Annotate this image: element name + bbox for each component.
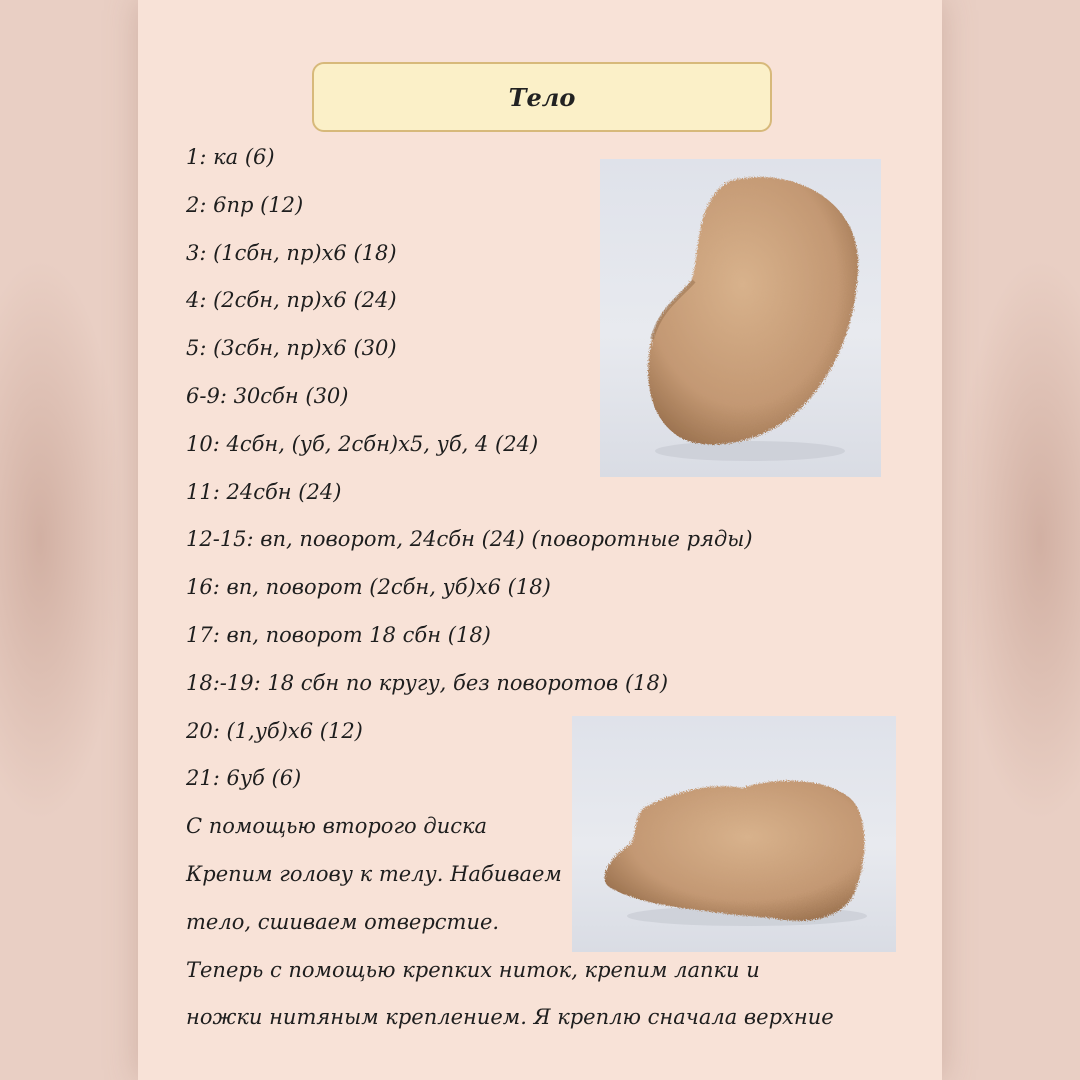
pattern-row: 18:-19: 18 сбн по кругу, без поворотов (18) <box>186 670 669 695</box>
pattern-row: 4: (2сбн, пр)х6 (24) <box>186 288 397 313</box>
body-photo-lying <box>572 716 896 952</box>
pattern-row: 21: 6уб (6) <box>186 766 302 791</box>
pattern-row: 3: (1сбн, пр)х6 (18) <box>186 240 397 265</box>
pattern-row: 5: (3сбн, пр)х6 (30) <box>186 336 397 361</box>
pattern-row: 6-9: 30сбн (30) <box>186 383 349 408</box>
pattern-row: 2: 6пр (12) <box>186 192 304 217</box>
pattern-row: 11: 24сбн (24) <box>186 479 342 504</box>
instruction-line: Крепим голову к телу. Набиваем <box>186 861 562 886</box>
pattern-row: 12-15: вп, поворот, 24сбн (24) (поворотные ряды) <box>186 527 753 552</box>
section-title: Тело <box>508 82 576 112</box>
plush-body-lying-illustration <box>572 716 896 952</box>
pattern-page <box>138 0 942 1080</box>
pattern-row: 20: (1,уб)х6 (12) <box>186 718 363 743</box>
body-photo-upright <box>600 159 881 477</box>
pattern-row: 10: 4сбн, (уб, 2сбн)х5, уб, 4 (24) <box>186 431 539 456</box>
instruction-line: ножки нитяным креплением. Я креплю сначала верхние <box>186 1005 834 1030</box>
pattern-row: 1: ка (6) <box>186 145 275 169</box>
instruction-line: С помощью второго диска <box>186 814 488 839</box>
instruction-line: Теперь с помощью крепких ниток, крепим лапки и <box>186 957 760 982</box>
plush-body-upright-illustration <box>600 159 881 477</box>
instruction-line: тело, сшиваем отверстие. <box>186 909 500 934</box>
pattern-row: 17: вп, поворот 18 сбн (18) <box>186 622 491 647</box>
pattern-row: 16: вп, поворот (2сбн, уб)х6 (18) <box>186 575 551 600</box>
section-title-box <box>312 62 772 132</box>
